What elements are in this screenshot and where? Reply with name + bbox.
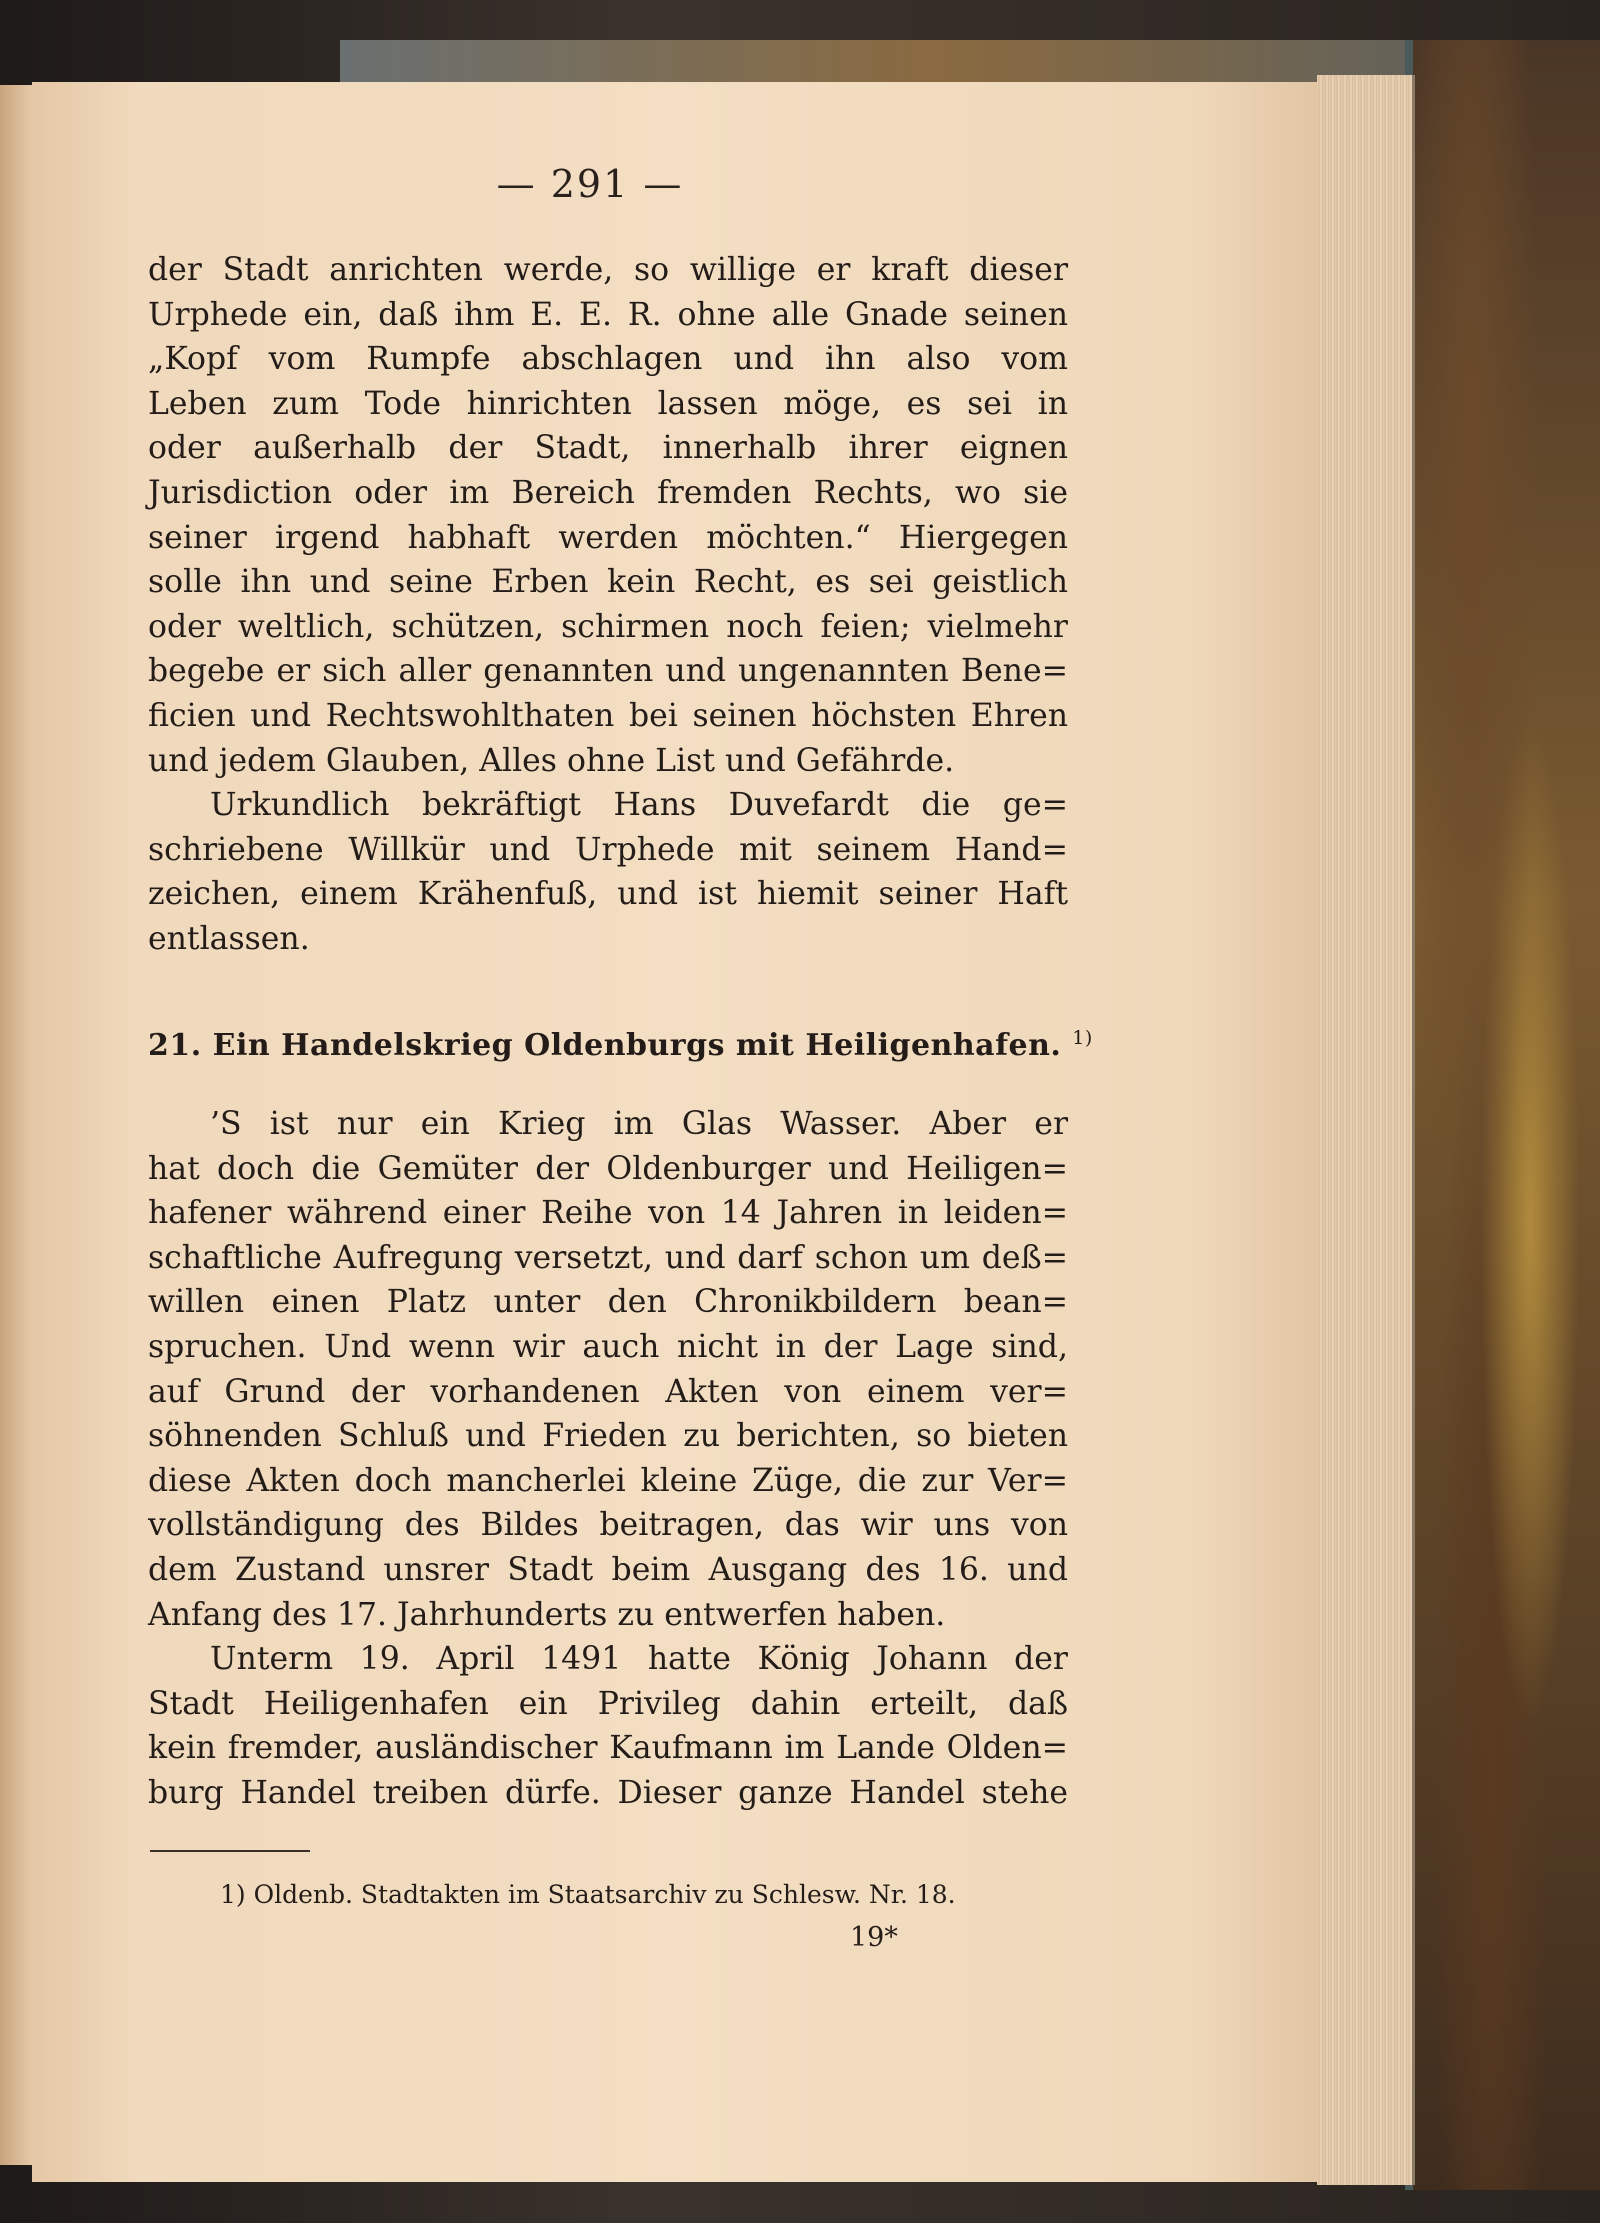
text-line: Leben zum Tode hinrichten lassen möge, es sei in xyxy=(148,385,1068,422)
text-line: diese Akten doch mancherlei kleine Züge, die zur Ver= xyxy=(148,1462,1068,1499)
left-page-edge xyxy=(0,85,32,2165)
footnote-ref: 1) xyxy=(1072,1027,1093,1049)
text-line: willen einen Platz unter den Chronikbildern bean= xyxy=(148,1284,1068,1321)
footnote: 1) Oldenb. Stadtakten im Staatsarchiv zu Schlesw. Nr. 18. xyxy=(220,1880,956,1909)
text-line: oder außerhalb der Stadt, innerhalb ihrer eignen xyxy=(148,430,1068,467)
paragraph xyxy=(148,1637,1068,1815)
text-line: entlassen. xyxy=(148,920,310,957)
book-cover-marbled xyxy=(1405,40,1600,2190)
footnote-divider xyxy=(150,1850,310,1852)
text-line: söhnenden Schluß und Frieden zu berichten, so bieten xyxy=(148,1418,1068,1455)
text-line: solle ihn und seine Erben kein Recht, es sei geistlich xyxy=(148,564,1068,601)
text-line: und jedem Glauben, Alles ohne List und Gefährde. xyxy=(148,742,955,779)
text-line: schaftliche Aufregung versetzt, und darf schon um deß= xyxy=(148,1239,1068,1276)
page-number: — 291 — xyxy=(496,162,684,206)
text-line: spruchen. Und wenn wir auch nicht in der Lage sind, xyxy=(148,1328,1068,1365)
text-line: auf Grund der vorhandenen Akten von einem ver= xyxy=(148,1373,1068,1410)
page-block-edges xyxy=(1317,75,1415,2185)
paragraph xyxy=(148,248,1068,783)
body-text-top xyxy=(148,248,1068,962)
text-line: hafener während einer Reihe von 14 Jahren in leiden= xyxy=(148,1195,1068,1232)
text-line: ficien und Rechtswohlthaten bei seinen höchsten Ehren xyxy=(148,697,1068,734)
text-line: Jurisdiction oder im Bereich fremden Rechts, wo sie xyxy=(148,474,1068,511)
text-line: begebe er sich aller genannten und ungenannten Bene= xyxy=(148,653,1068,690)
text-line: oder weltlich, schützen, schirmen noch feien; vielmehr xyxy=(148,608,1068,645)
text-line: hat doch die Gemüter der Oldenburger und Heiligen= xyxy=(148,1150,1068,1187)
text-line: Urkundlich bekräftigt Hans Duvefardt die ge= xyxy=(210,787,1068,824)
text-line: Stadt Heiligenhafen ein Privileg dahin erteilt, daß xyxy=(148,1685,1068,1722)
text-line: ’S ist nur ein Krieg im Glas Wasser. Aber er xyxy=(210,1106,1068,1142)
text-line: kein fremder, ausländischer Kaufmann im Lande Olden= xyxy=(148,1730,1068,1767)
text-line: zeichen, einem Krähenfuß, und ist hiemit seiner Haft xyxy=(148,876,1068,913)
text-line: Anfang des 17. Jahrhunderts zu entwerfen haben. xyxy=(148,1596,946,1633)
text-line: dem Zustand unsrer Stadt beim Ausgang des 16. und xyxy=(148,1551,1068,1588)
text-line: Urphede ein, daß ihm E. E. R. ohne alle Gnade seinen xyxy=(148,296,1068,333)
section-heading-text: 21. Ein Handelskrieg Oldenburgs mit Heiligenhafen. xyxy=(148,1028,1062,1063)
body-text-section xyxy=(148,1102,1068,1816)
section-heading xyxy=(148,1027,1093,1063)
paragraph xyxy=(148,1102,1068,1637)
signature-mark: 19* xyxy=(850,1922,898,1953)
text-line: schriebene Willkür und Urphede mit seinem Hand= xyxy=(148,831,1068,868)
text-line: vollständigung des Bildes beitragen, das wir uns von xyxy=(148,1507,1068,1544)
text-line: seiner irgend habhaft werden möchten.“ Hiergegen xyxy=(148,519,1068,556)
text-line: burg Handel treiben dürfe. Dieser ganze Handel stehe xyxy=(148,1774,1068,1811)
paragraph xyxy=(148,783,1068,961)
text-line: Unterm 19. April 1491 hatte König Johann der xyxy=(210,1641,1068,1678)
text-line: „Kopf vom Rumpfe abschlagen und ihn also vom xyxy=(148,341,1068,378)
text-line: der Stadt anrichten werde, so willige er kraft dieser xyxy=(148,252,1068,288)
